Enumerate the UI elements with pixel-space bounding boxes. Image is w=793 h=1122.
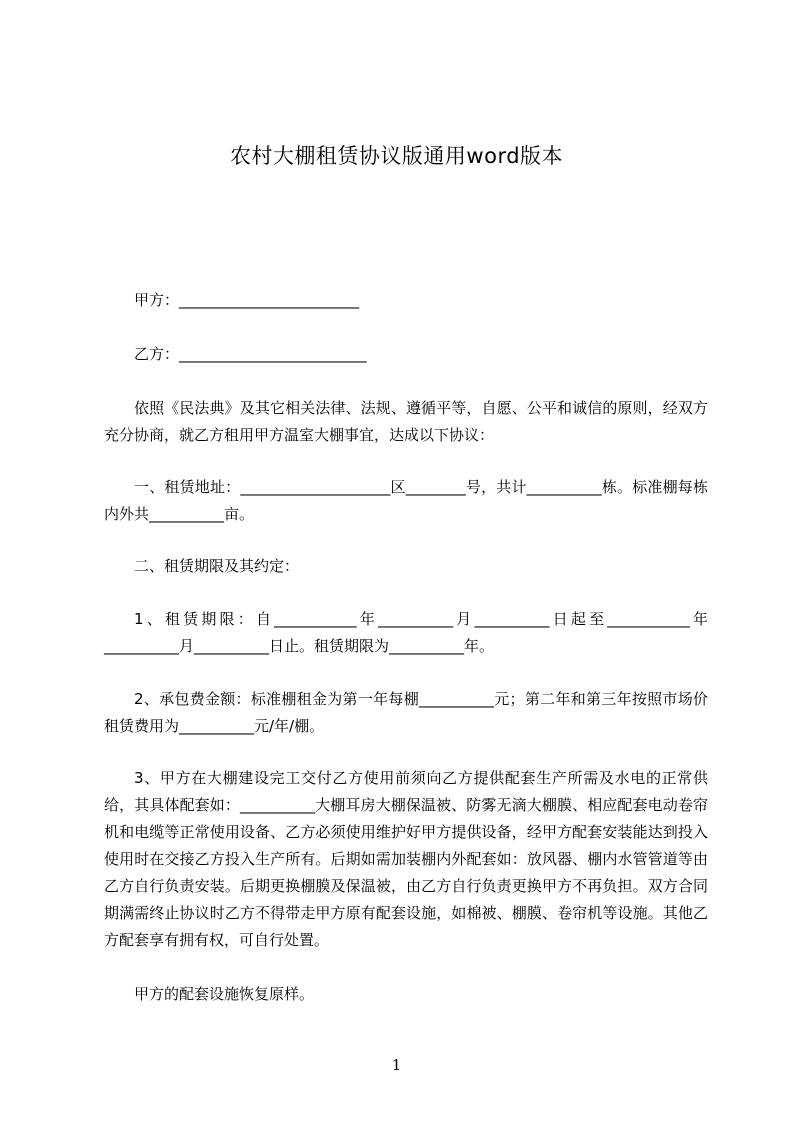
document-title: 农村大棚租赁协议版通用word版本 bbox=[229, 144, 564, 168]
clause-2-heading: 二、租赁期限及其约定： bbox=[134, 557, 300, 575]
party-b-line: 乙方：_________________________ bbox=[134, 345, 367, 363]
clause-1-lease-address: 一、租赁地址：____________________区________号，共计__________栋。标准棚每栋内外共__________亩。 bbox=[104, 478, 708, 523]
clause-2-2-rent-amount: 2、承包费金额：标准棚租金为第一年每棚__________元；第二年和第三年按照市场价租赁费用为__________元/年/棚。 bbox=[104, 690, 708, 735]
page-number: 1 bbox=[391, 1056, 402, 1074]
preamble-paragraph: 依照《民法典》及其它相关法律、法规、遵循平等，自愿、公平和诚信的原则，经双方充分协商，就乙方租用甲方温室大棚事宜，达成以下协议： bbox=[104, 399, 708, 444]
party-a-line: 甲方：________________________ bbox=[134, 291, 360, 309]
clause-2-1-lease-term: 1、租赁期限：自___________年__________月__________日起至___________年__________月__________日止。租赁期限为__________年。 bbox=[104, 610, 708, 655]
clause-2-3-facilities: 3、甲方在大棚建设完工交付乙方使用前须向乙方提供配套生产所需及水电的正常供给，其具体配套如：__________大棚耳房大棚保温被、防雾无滴大棚膜、相应配套电动卷帘机和电缆等正常使用设备、乙方必须使用维护好甲方提供设备，经甲方配套安装能达到投入使用时在交接乙方投入生产所有。后期如需加装棚内外配套如：放风器、棚内水管管道等由乙方自行负责安装。后期更换棚膜及保温被，由乙方自行负责更换甲方不再负担。双方合同期满需终止协议时乙方不得带走甲方原有配套设施，如棉被、棚膜、卷帘机等设施。其他乙方配套享有拥有权，可自行处置。 bbox=[104, 769, 708, 949]
restore-facilities-paragraph: 甲方的配套设施恢复原样。 bbox=[134, 985, 315, 1003]
